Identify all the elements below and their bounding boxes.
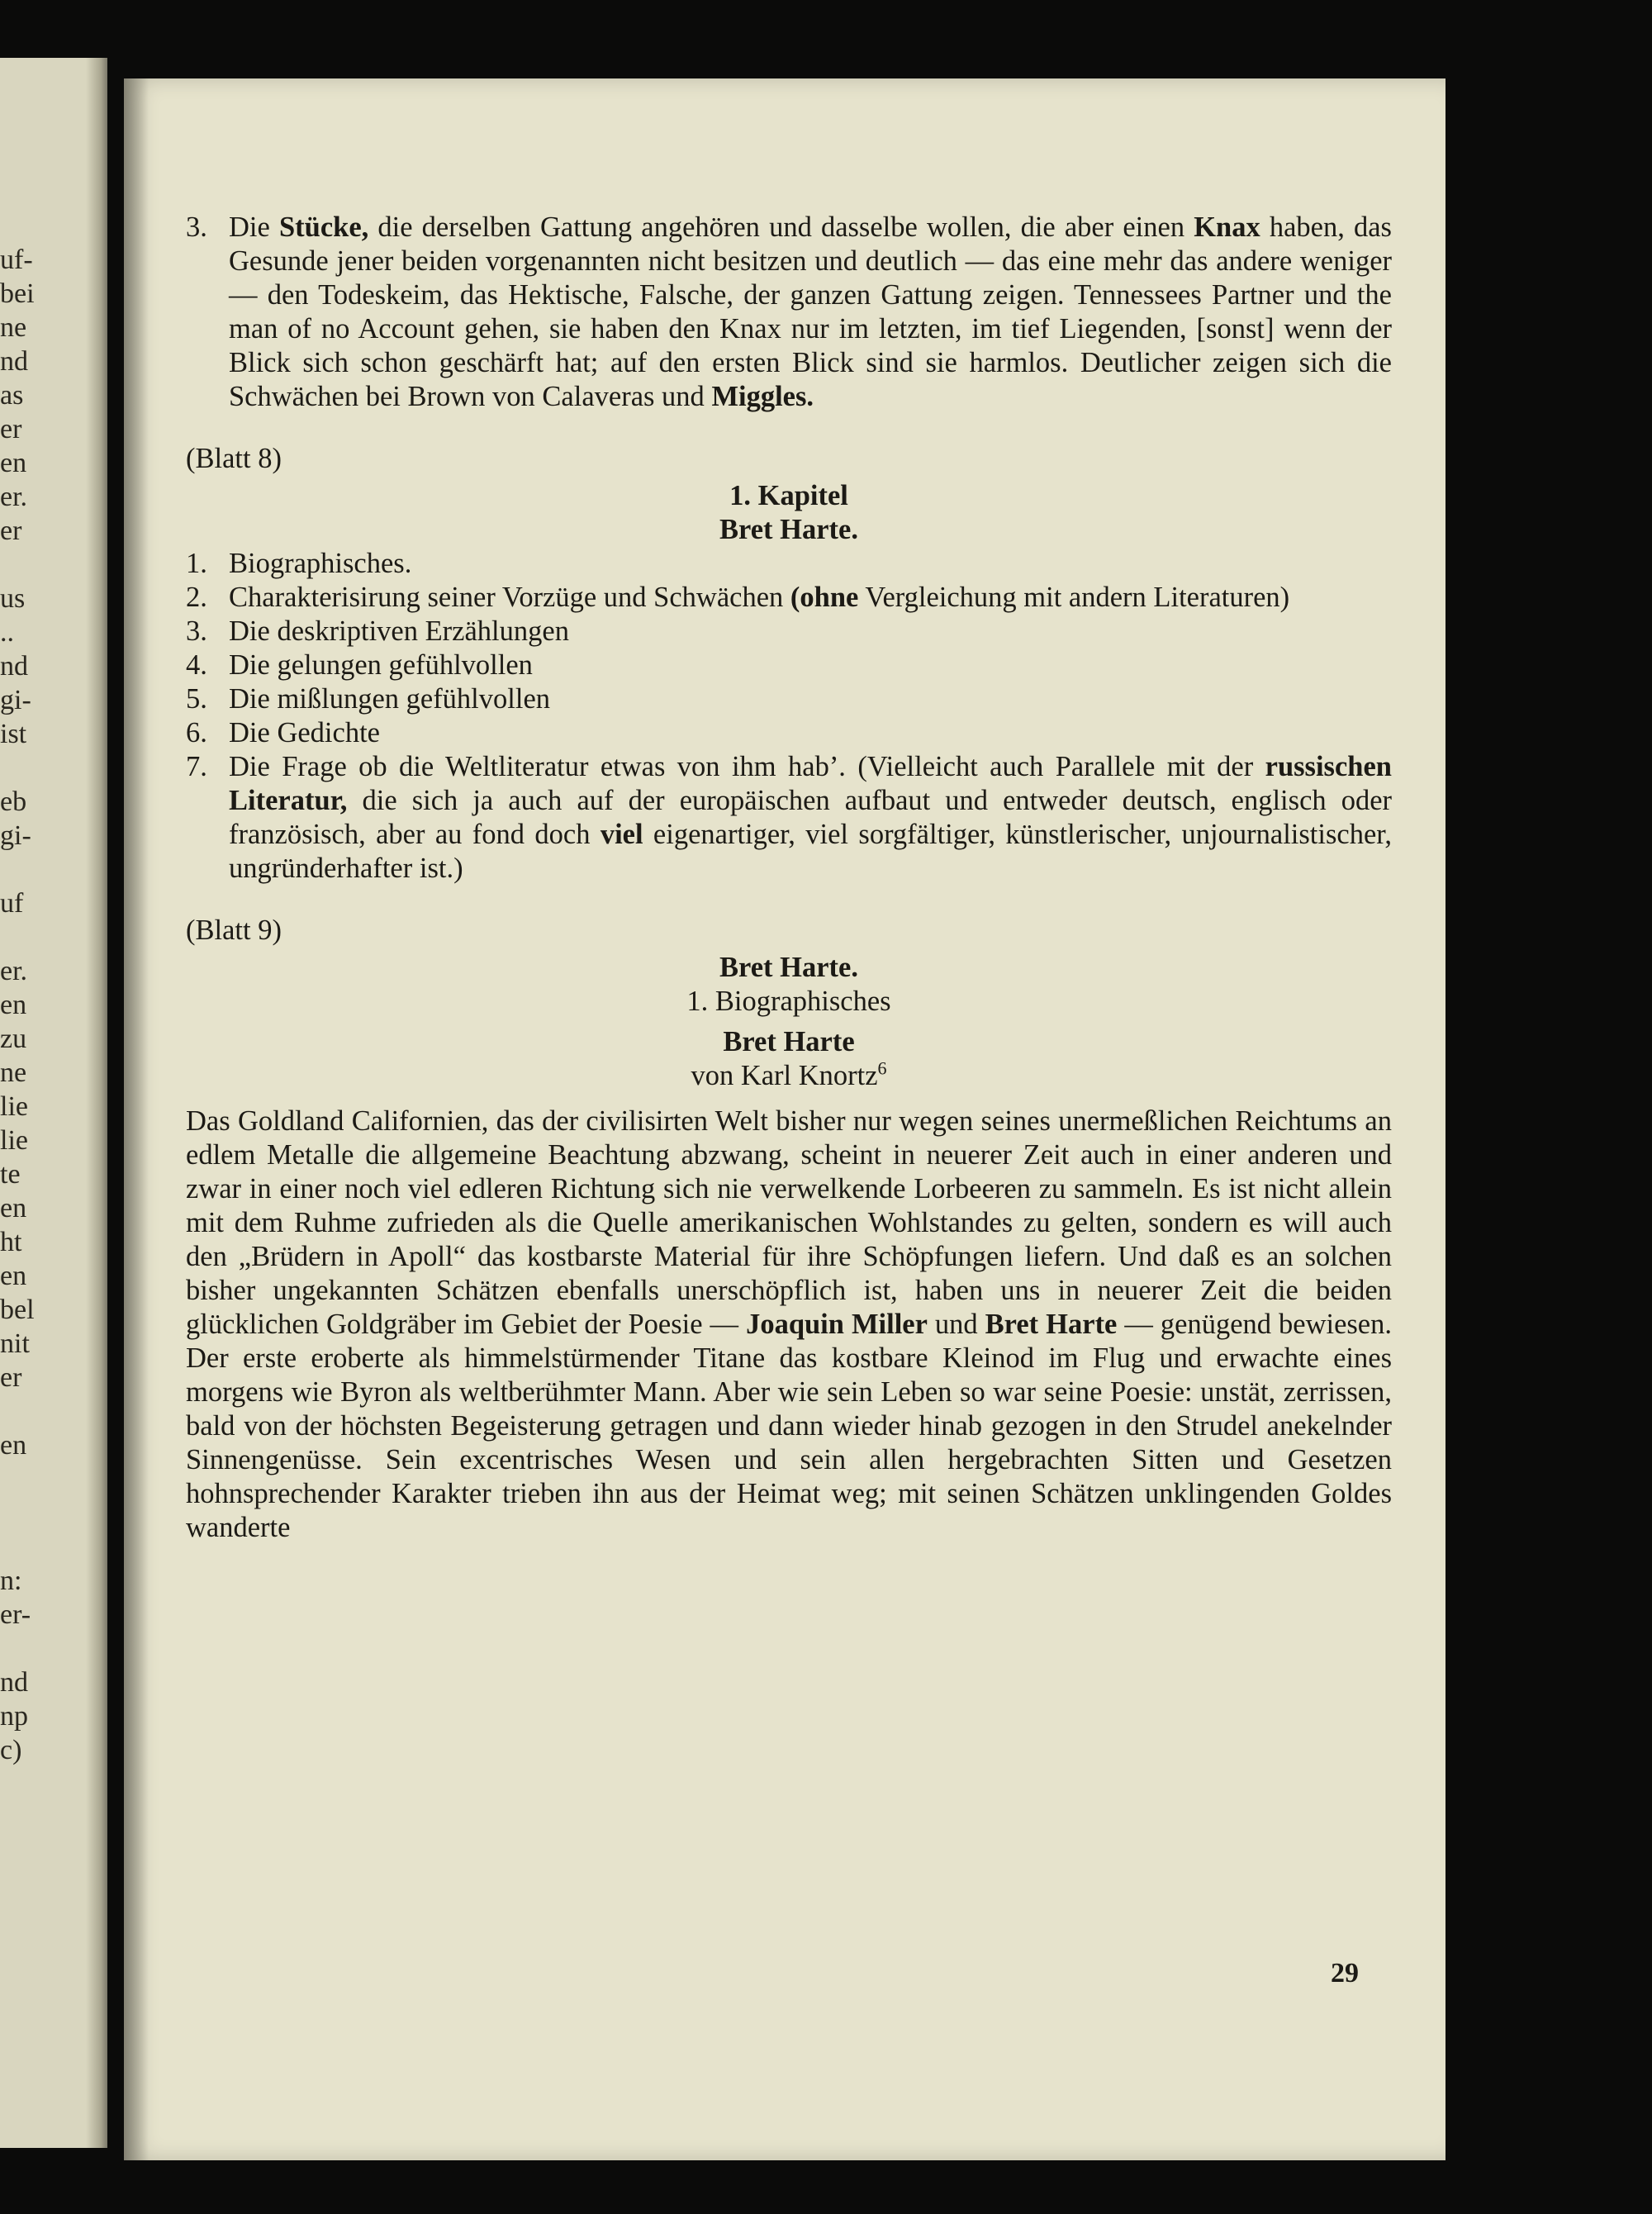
book-page	[124, 78, 1446, 2160]
adjacent-page-fragment: te	[0, 1159, 21, 1190]
blatt-label: (Blatt 8)	[186, 443, 282, 474]
outline-item-number: 3.	[186, 615, 207, 647]
bold-text-run: Miggles.	[711, 381, 814, 412]
text-run: Die mißlungen gefühlvollen	[229, 683, 551, 715]
outline-item	[186, 716, 1392, 750]
text-run: haben, das Gesunde jener beiden vorgenannten nicht besitzen und deutlich — das eine mehr das andere weniger — den Todeskeim, das Hektische, Falsche, der ganzen Gattung zeigen. Tennessees Partner und the man of no Account gehen, sie haben den Knax nur im letzten, im tief Liegenden, [sonst] wenn der Blick sich schon geschärft hat; auf den ersten Blick sind sie harmlos. Deutlicher zeigen sich die Schwächen bei Brown von Calaveras und	[229, 211, 1392, 412]
bold-text-run: Knax	[1194, 211, 1260, 243]
chapter-heading: Bret Harte.	[719, 514, 858, 545]
outline-item	[186, 682, 1392, 716]
adjacent-page-fragment: nd	[0, 346, 28, 377]
outline-item-number: 6.	[186, 717, 207, 748]
chapter-title: 1. Kapitel	[729, 480, 848, 511]
outline-item-number: 4.	[186, 649, 207, 681]
section-subheading: 1. Biographisches	[686, 986, 891, 1017]
adjacent-page-fragment: nd	[0, 651, 28, 682]
text-run: Biographisches.	[229, 548, 412, 579]
article-byline	[186, 1059, 1392, 1093]
adjacent-page-fragment: n:	[0, 1565, 22, 1596]
text-run: die derselben Gattung angehören und dasselbe wollen, die aber einen	[368, 211, 1194, 243]
adjacent-page-fragment: np	[0, 1701, 28, 1732]
page-content	[186, 211, 1392, 1545]
outline-item	[186, 649, 1392, 682]
outline-item-text	[229, 716, 1392, 750]
adjacent-page-fragment: ne	[0, 312, 27, 343]
outline-item-text	[229, 649, 1392, 682]
article-title: Bret Harte	[723, 1026, 855, 1057]
adjacent-page-fragment: en	[0, 1193, 27, 1223]
bold-text-run: (ohne	[790, 582, 859, 613]
adjacent-page-fragment: er	[0, 515, 22, 546]
outline-item-text	[229, 682, 1392, 716]
adjacent-page-fragment: c)	[0, 1735, 22, 1765]
adjacent-page-fragment: ne	[0, 1057, 27, 1088]
gutter-shadow	[124, 78, 149, 2160]
text-run: Die Frage ob die Weltliteratur etwas von ihm hab’. (Vielleicht auch Parallele mit der	[229, 751, 1265, 782]
blatt-label: (Blatt 9)	[186, 915, 282, 946]
adjacent-page-fragment: us	[0, 583, 26, 614]
text-run: die sich ja auch auf der europäischen aufbaut und entweder deutsch, englisch oder französisch, aber au fond doch	[229, 785, 1392, 850]
text-run: Die Gedichte	[229, 717, 380, 748]
text-run: — genügend bewiesen. Der erste eroberte als himmelstürmender Titane das kostbare Kleinod im Flug und erwachte eines morgens wie Byron als weltberühmter Mann. Aber wie sein Leben so war seine Poesie: unstät, zerrissen, bald von der höchsten Begeisterung getragen und dann wieder hinab gezogen in den Strudel anekelnder Sinnengenüsse. Sein excentrisches Wesen und sein allen hergebrachten Sitten und Gesetzen hohnsprechender Karakter trieben ihn aus der Heimat weg; mit seinen Schätzen unklingenden Goldes wanderte	[186, 1309, 1392, 1543]
adjacent-page-fragment: ist	[0, 719, 27, 749]
item-3-text	[229, 211, 1392, 414]
outline-item-text	[229, 581, 1392, 615]
outline-item-text	[229, 547, 1392, 581]
adjacent-page-fragment: en	[0, 1261, 27, 1291]
adjacent-page-fragment: er.	[0, 956, 28, 986]
byline-text: von Karl Knortz	[691, 1060, 878, 1091]
text-run: Charakterisirung seiner Vorzüge und Schwächen	[229, 582, 790, 613]
adjacent-page-fragment: lie	[0, 1091, 28, 1122]
adjacent-page-fragment: gi-	[0, 820, 31, 851]
outline-item	[186, 581, 1392, 615]
item-number: 3.	[186, 211, 207, 243]
outline-list	[186, 547, 1392, 886]
footnote-mark: 6	[877, 1057, 887, 1079]
bold-text-run: russischen Literatur,	[229, 751, 1392, 816]
adjacent-page-fragment: en	[0, 1430, 27, 1461]
section-heading: Bret Harte.	[719, 952, 858, 983]
outline-item	[186, 547, 1392, 581]
article-body	[186, 1105, 1392, 1545]
adjacent-page-fragment: uf	[0, 888, 24, 919]
adjacent-page-fragment: er	[0, 414, 22, 444]
bold-text-run: Bret Harte	[985, 1309, 1118, 1340]
adjacent-page-fragment: ..	[0, 617, 14, 648]
adjacent-page-fragment: nit	[0, 1328, 30, 1359]
outline-item	[186, 615, 1392, 649]
book-gutter	[86, 58, 107, 2148]
text-run: Vergleichung mit andern Literaturen)	[858, 582, 1290, 613]
adjacent-page-fragment: uf-	[0, 245, 33, 275]
bold-text-run: Joaquin Miller	[746, 1309, 928, 1340]
outline-item-number: 7.	[186, 751, 207, 782]
adjacent-page-fragment: bel	[0, 1295, 35, 1325]
text-run: Die gelungen gefühlvollen	[229, 649, 533, 681]
adjacent-page-fragment: eb	[0, 786, 27, 817]
text-run: Die	[229, 211, 279, 243]
adjacent-page-fragment: zu	[0, 1024, 27, 1054]
outline-item-number: 1.	[186, 548, 207, 579]
outline-item-text	[229, 615, 1392, 649]
adjacent-page-fragment: nd	[0, 1667, 28, 1698]
adjacent-page-fragment: ht	[0, 1227, 22, 1257]
text-run: Das Goldland Californien, das der civilisirten Welt bisher nur wegen seines unermeßlichen Reichtums an edlem Metalle die allgemeine Beachtung abzwang, scheint in neuerer Zeit auch in einer anderen und zwar in einer noch viel edleren Richtung sich nie verwelkende Lorbeeren zu sammeln. Es ist nicht allein mit dem Ruhme zufrieden als die Quelle amerikanischen Wohlstandes zu gelten, sondern es will auch den „Brüdern in Apoll“ das kostbarste Material für ihre Schöpfungen liefern. Und daß es an solchen bisher ungekannten Schätzen ebenfalls unerschöpflich ist, haben uns in neuerer Zeit die beiden glücklichen Goldgräber im Gebiet der Poesie —	[186, 1105, 1392, 1340]
outline-item-number: 2.	[186, 582, 207, 613]
bold-text-run: Stücke,	[278, 211, 369, 243]
adjacent-page-fragment: en	[0, 990, 27, 1020]
outline-item-number: 5.	[186, 683, 207, 715]
adjacent-page-fragment: lie	[0, 1125, 28, 1156]
adjacent-page-fragment: en	[0, 448, 27, 478]
outline-item-text	[229, 750, 1392, 886]
bold-text-run: viel	[600, 819, 643, 850]
adjacent-page-left	[0, 58, 107, 2148]
adjacent-page-fragment: er-	[0, 1599, 31, 1630]
section-item-3	[186, 211, 1392, 414]
text-run: eigenartiger, viel sorgfältiger, künstlerischer, unjournalistischer, ungründerhafter ist.)	[229, 819, 1392, 884]
text-run: und	[927, 1309, 985, 1340]
outline-item	[186, 750, 1392, 886]
adjacent-page-fragment: as	[0, 380, 24, 411]
adjacent-page-fragment: er.	[0, 482, 28, 512]
adjacent-page-fragment: er	[0, 1362, 22, 1393]
page-number: 29	[1331, 1958, 1359, 1988]
adjacent-page-fragment: bei	[0, 278, 35, 309]
adjacent-page-fragment: gi-	[0, 685, 31, 715]
text-run: Die deskriptiven Erzählungen	[229, 615, 569, 647]
